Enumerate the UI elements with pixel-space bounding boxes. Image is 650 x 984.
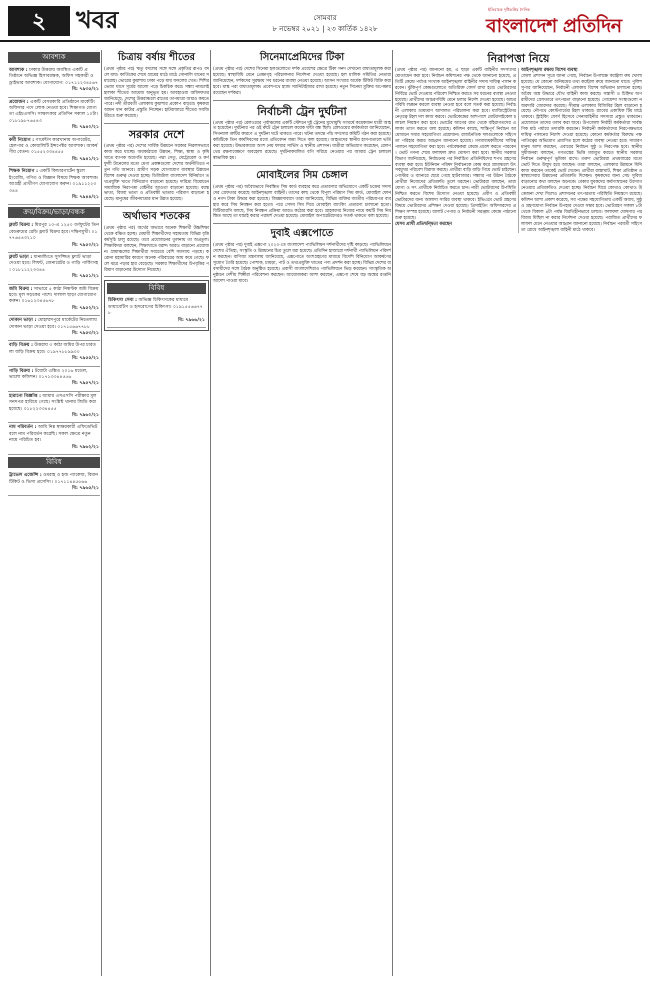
classified-ad: [8, 136, 100, 168]
article-body: (প্রথম পৃষ্ঠার পর) রেলওয়ের পূর্বাঞ্চলের একটি স্টেশনে দুই ট্রেনের মুখোমুখি সংঘর্ষে কয়েকজন যাত্রী আহত হয়েছেন। দুর্ঘটনার পর ওই রুটে ট্রেন চলাচল কয়েক ঘণ্টা বন্ধ ছিল। রেলওয়ের কর্মকর্তারা জানিয়েছেন, সিগন্যাল ত্রুটির কারণে এ দুর্ঘটনা ঘটে থাকতে পারে। ঘটনা তদন্তে পাঁচ সদস্যের কমিটি গঠন করা হয়েছে। কমিটিকে তিন কার্যদিবসের মধ্যে প্রতিবেদন জমা দিতে বলা হয়েছে। আহতদের স্থানীয় হাসপাতালে ভর্তি করা হয়েছে। উদ্ধারকাজে অংশ নেয় ফায়ার সার্ভিস ও স্থানীয় প্রশাসন। যাত্রীরা অভিযোগ করেছেন, রেলপথের রক্ষণাবেক্ষণে অবহেলা রয়েছে। দুর্ঘটনাকবলিত বগি সরিয়ে নেওয়ার পর আবার ট্রেন চলাচল স্বাভাবিক হয়।: [213, 120, 391, 161]
article-headline[interactable]: নিরাপত্তা নিয়ে: [487, 52, 550, 65]
classified-ad: [8, 285, 100, 317]
article-body: (প্রথম পৃষ্ঠার পর) দুবাই এক্সপো ২০২০-তে বাংলাদেশ প্যাভিলিয়ন দর্শনার্থীদের দৃষ্টি কাড়ছে। প্যাভিলিয়নে দেশের ঐতিহ্য, সংস্কৃতি ও উন্নয়নের চিত্র তুলে ধরা হয়েছে। প্রতিদিন হাজারো দর্শনার্থী প্যাভিলিয়ন পরিদর্শন করছেন। বাণিজ্য মন্ত্রণালয় জানিয়েছে, এক্সপোতে অংশগ্রহণের মাধ্যমে বিদেশি বিনিয়োগ আকর্ষণের সুযোগ তৈরি হয়েছে। পোশাক, চামড়া, পাট ও তথ্যপ্রযুক্তি খাতের পণ্য প্রদর্শন করা হচ্ছে। বিভিন্ন দেশের ব্যবসায়ীদের সঙ্গে বৈঠক অনুষ্ঠিত হয়েছে। প্রবাসী বাংলাদেশিরাও প্যাভিলিয়নে ভিড় করছেন। সাংস্কৃতিক অনুষ্ঠানে দেশীয় শিল্পীরা পরিবেশনা করছেন। আয়োজকরা আশা করছেন, এক্সপো শেষে বড় অঙ্কের রপ্তানি আদেশ পাওয়া যাবে।: [213, 243, 391, 284]
classified-list-misc: [8, 471, 100, 496]
article-headline[interactable]: অর্থাভাব শতকের: [122, 211, 191, 223]
classified-ad-number: বি: ৭৯৩৫/২১: [72, 87, 99, 93]
page-number: ২: [8, 6, 70, 36]
column-divider: [210, 50, 211, 976]
dateline: ৮ নভেম্বর ২০২১ | ২৩ কার্তিক ১৪২৮: [272, 25, 378, 33]
classified-list-wanted: [8, 66, 100, 205]
article-body-part: জেলা প্রশাসন সূত্রে জানা গেছে, নির্বাচন উপলক্ষে কন্ট্রোল রুম খোলা হয়েছে। যে কোনো অনিয়মের তথ্য কন্ট্রোল রুমে জানানো যাবে। পুলিশ সুপার জানিয়েছেন, নির্বাচনী এলাকায় বিশেষ অভিযান চালানো হচ্ছে। অবৈধ অস্ত্র উদ্ধারে যৌথ বাহিনী কাজ করছে। সন্ত্রাসী ও চিহ্নিত অপরাধীদের গ্রেফতারে তৎপরতা বাড়ানো হয়েছে। গোয়েন্দা সংস্থাগুলো নজরদারি জোরদার করেছে। সীমান্ত এলাকায় বিজিবির টহল বাড়ানো হয়েছে। নৌপথে কোস্টগার্ডের টহল থাকবে। র‍্যাবের একাধিক টিম মাঠে থাকবে। স্ট্রাইকিং ফোর্স হিসেবে সেনাবাহিনীর সদস্যরা প্রস্তুত থাকবেন। প্রয়োজনে তাদের তলব করা যাবে। উপজেলা নির্বাহী কর্মকর্তারা সার্বক্ষণিক মাঠ পর্যায়ে তদারকি করবেন। নির্বাচনী কর্মকর্তাদের নিরপেক্ষভাবে দায়িত্ব পালনের নির্দেশ দেওয়া হয়েছে। কোনো কর্মকর্তার বিরুদ্ধে পক্ষপাতিত্বের অভিযোগ প্রমাণিত হলে কঠোর ব্যবস্থা নেওয়া হবে। সাধারণ মানুষ আশা করছেন, এবারের নির্বাচন সুষ্ঠু ও নিরপেক্ষ হবে। স্থানীয় সুধীজনরা বলছেন, গণতন্ত্রের ভিত্তি মজবুত করতে স্থানীয় সরকার নির্বাচন গুরুত্বপূর্ণ ভূমিকা রাখে। তরুণ ভোটাররা প্রথমবারের মতো ভোট দিতে উন্মুখ হয়ে আছেন। তারা বলছেন, এলাকার উন্নয়নে যিনি কাজ করবেন তাকেই ভোট দেবেন। প্রার্থীরা রাস্তাঘাট, শিক্ষা প্রতিষ্ঠান ও স্বাস্থ্যসেবার উন্নয়নের প্রতিশ্রুতি দিচ্ছেন। কৃষকদের জন্য সেচ সুবিধা বাড়ানোর কথা বলছেন অনেকে। বেকার যুবকদের কর্মসংস্থানের উদ্যোগ নেওয়ার প্রতিশ্রুতিও দেওয়া হচ্ছে। নির্বাচন ঘিরে কোথাও কোথাও উত্তেজনা দেখা দিলেও প্রশাসনের তৎপরতায় পরিস্থিতি নিয়ন্ত্রণে রয়েছে। কমিশন আশা প্রকাশ করেছে, সব পক্ষের সহযোগিতায় একটি অবাধ, সুষ্ঠু ও গ্রহণযোগ্য নির্বাচন উপহার দেওয়া সম্ভব হবে। ভোটগ্রহণ সকাল ৮টা থেকে বিকাল ৪টা পর্যন্ত বিরতিহীনভাবে চলবে। ফলাফল ঘোষণার পর বিজয় মিছিল না করার নির্দেশনা দেওয়া হয়েছে। পরাজিত প্রার্থীদের ফলাফল মেনে নেওয়ার আহ্বান জানানো হয়েছে। নির্বাচন পরবর্তী সহিংসতা রোধে আইনশৃঙ্খলা বাহিনী মাঠে থাকবে।: [521, 74, 642, 233]
classified-ad: [8, 221, 100, 253]
news-column-4: [395, 50, 642, 976]
classified-ad-title: প্রয়োজন :: [9, 99, 29, 105]
classified-ad-number: বি: ৭৯৪৪/২১: [72, 194, 99, 200]
classified-ad-title: ফ্ল্যাট ভাড়া :: [9, 254, 33, 260]
article-headline[interactable]: দুবাই এক্সপোতে: [270, 228, 334, 240]
classified-ad-text: একটি বেসরকারি প্রতিষ্ঠানে মার্কেটিং অফিসার পদে লোক নেওয়া হবে। শিক্ষাগত যোগ্যতা এইচএসসি। সাক্ষাৎকার প্রতিদিন সকাল ১০টা। ০১৮১৯৮৭৬৫৪৩: [9, 99, 99, 124]
classified-ad: [8, 316, 100, 341]
article-headline[interactable]: মোবাইলের সিম চেঙ্গাল: [256, 169, 348, 181]
classified-ad-title: নাম পরিবর্তন :: [9, 425, 37, 431]
classified-ad-number: বি: ৭৯৪০/২১: [72, 125, 99, 131]
classified-list-sale: [8, 221, 100, 455]
classified-ad-text: ঢাকার উত্তরায় অবস্থিত একটি প্রতিষ্ঠানে অভিজ্ঞ হিসাবরক্ষক, অফিস সহকারী ও ড্রাইভার আবশ্যক। যোগাযোগ: ০১৭১১২৩৪৫৬৭: [9, 68, 98, 86]
weekday: সোমবার: [313, 14, 337, 22]
classified-ad-text: মিরপুর ১০-এ ১২৫০ বর্গফুটের তিন বেডরুমের রেডি ফ্ল্যাট বিক্রয় হবে। দক্ষিণমুখী। ০১৭৭৬৫৪৩২১০: [9, 223, 99, 242]
classified-ad-number: বি: ৭৯৬৫/২১: [72, 485, 99, 491]
article: [104, 209, 209, 277]
article-body: (প্রথম পৃষ্ঠার পর) অর্থের অভাবে অনেক শিক্ষার্থী উচ্চশিক্ষা থেকে বঞ্চিত হচ্ছে। মেধাবী শিক্ষার্থীদের সহায়তায় বিভিন্ন বৃত্তি কর্মসূচি চালু রয়েছে। তবে প্রয়োজনের তুলনায় তা অপ্রতুল। শিক্ষাবিদরা বলছেন, শিক্ষাখাতে বরাদ্দ আরও বাড়ানো প্রয়োজন। গ্রামাঞ্চলের শিক্ষার্থীরা সবচেয়ে বেশি সমস্যায় পড়ছে। করোনা মহামারির কারণে অনেক পরিবারের আয় কমে গেছে। ফলে ঝরে পড়ার হার বেড়েছে। সরকার শিক্ষার্থীদের উপবৃত্তির পরিমাণ বাড়ানোর উদ্যোগ নিয়েছে।: [104, 226, 209, 273]
classified-ad-number: বি: ৭৯৪১/২১: [72, 156, 99, 162]
column-divider: [101, 50, 102, 976]
article: [104, 126, 209, 207]
classified-ad: [8, 423, 100, 455]
classified-ad: [8, 367, 100, 392]
classified-heading-wanted: আবশ্যক: [8, 52, 100, 63]
classified-heading-sale: ক্রয়/বিক্রয়/ভাড়া/বন্ধক: [8, 207, 100, 218]
classified-ad-text: অভিজ্ঞ চিকিৎসকের মাধ্যমে ডায়াবেটিস ও হৃদরোগের চিকিৎসা। ০১৯১৫৫৬৬৭৭৮: [108, 298, 203, 317]
article: [213, 168, 391, 224]
classified-ad-number: বি: ৭৯৫০/২১: [72, 242, 99, 248]
article-headline[interactable]: সরকার দেশে: [128, 128, 185, 142]
classified-ad: [8, 341, 100, 366]
classified-ad-title: কর্মী নিয়োগ :: [9, 137, 35, 143]
boxed-ad-list: [107, 296, 206, 328]
classified-ad: [8, 392, 100, 424]
article-body: (প্রথম পৃষ্ঠার পর) অবৈধভাবে নিবন্ধিত সিম কার্ড ব্যবহার করে প্রতারণার অভিযোগে একটি চক্রের সদস্যদের গ্রেফতার করেছে আইনশৃঙ্খলা বাহিনী। তাদের কাছ থেকে বিপুল পরিমাণ সিম কার্ড, মোবাইল ফোন ও নগদ টাকা উদ্ধার করা হয়েছে। জিজ্ঞাসাবাদে তারা জানিয়েছে, বিভিন্ন ব্যক্তির জাতীয় পরিচয়পত্র ব্যবহার করে সিম নিবন্ধন করা হতো। পরে সেসব সিম দিয়ে মোবাইল ব্যাংকিং প্রতারণা চালানো হতো। বিটিআরসি বলছে, সিম নিবন্ধন প্রক্রিয়া আরও কঠোর করা হবে। গ্রাহকদের নিজের নামে কয়টি সিম নিবন্ধিত আছে তা যাচাই করার পরামর্শ দেওয়া হয়েছে। মোবাইল অপারেটরদেরও সতর্ক থাকতে বলা হয়েছে।: [213, 184, 391, 220]
classified-ad-text: টয়োটা এক্সিও ২০১৬ মডেল, ভালো কন্ডিশন। ০১৭১৩৩৪৪৫৫৬: [9, 368, 88, 381]
column-divider: [392, 50, 393, 976]
classified-ad: [8, 98, 100, 136]
classified-ad: [8, 167, 100, 205]
masthead-logo: [486, 7, 636, 37]
article-body: [395, 68, 642, 233]
classified-ad-text: আমি নিম্ন স্বাক্ষরকারী এফিডেভিট বলে নাম পরিবর্তন করেছি। সকল ক্ষেত্রে নতুন নামে পরিচিত হব।: [9, 425, 98, 444]
classified-ad-title: হারানো বিজ্ঞপ্তি :: [9, 393, 41, 399]
classified-ad-title: আবশ্যক :: [9, 68, 28, 73]
article-subhead: আইনশৃঙ্খলা রক্ষায় বিশেষ ব্যবস্থা: [521, 68, 578, 73]
classified-ad-text: গার্মেন্টস কারখানায় অপারেটর, হেলপার ও কোয়ালিটি ইন্সপেক্টর আবশ্যক। আকর্ষণীয় বেতন। ০১৫৫২৩৩৪৪৫৫: [9, 137, 98, 156]
classified-ad-number: বি: ৭৯৫৫/২১: [72, 356, 99, 362]
article-headline[interactable]: সিনেমাপ্রেমিদের টিকা: [259, 52, 345, 63]
classified-ad-text: উত্তরায় ৩ কাঠা জমির উপর চারতলা বাড়ি বিক্রয় হবে। ০১৯৭৭৮৮৯৯০০: [9, 343, 96, 355]
classified-ad-number: বি: ৭৯৫৭/২১: [72, 381, 99, 387]
page-header: [0, 0, 650, 42]
classified-ad-title: ফ্ল্যাট বিক্রয় :: [9, 223, 34, 229]
classified-ad-number: বি: ৭৯৫৩/২১: [72, 331, 99, 336]
article-body: (প্রথম পৃষ্ঠার পর) ঋতু বদলের সঙ্গে সঙ্গে প্রকৃতির রূপও বদলে যায়। কার্তিকের শেষে গ্রামের মাঠে মাঠে সোনালি ধানের সমারোহ। ভোরের কুয়াশায় ঢাকা পড়ে যায় ফসলের খেত। শিশিরভেজা ঘাসে সূর্যের আলো পড়ে চিকচিক করে। সন্ধ্যা নামলেই হালকা শীতের আমেজ অনুভূত হয়। আবহাওয়া অধিদফতর জানিয়েছে, দেশের উত্তরাঞ্চলে রাতের তাপমাত্রা আরও কমতে পারে। নদী তীরবর্তী এলাকায় কুয়াশার প্রকোপ বাড়বে। কৃষকরা আমন ধান কাটার প্রস্তুতি নিচ্ছেন। হাটবাজারে শীতের সবজি উঠতে শুরু করেছে।: [104, 67, 209, 120]
classified-ad-text: আমার এসএসসি পরীক্ষার মূল সনদপত্র হারিয়ে গেছে। সংশ্লিষ্ট থানায় জিডি করা হয়েছে। ০১৮২২৩৩৪৪৫৫: [9, 393, 97, 412]
classified-ad-number: বি: ৭৯৫১/২১: [72, 274, 99, 280]
article-headline[interactable]: নির্বাচনী ট্রেন দুর্ঘটনা: [257, 104, 347, 118]
masthead-title: বাংলাদেশ প্রতিদিন: [486, 15, 622, 37]
classified-ad-title: চিকিৎসা সেবা :: [108, 298, 137, 304]
classified-ad-number: বি: ৭৯৬৬/২১: [178, 317, 205, 323]
classified-ad-title: জমি বিক্রয় :: [9, 286, 33, 292]
classified-ad-number: বি: ৭৯৫২/২১: [72, 305, 99, 311]
classified-ad-text: একটি কিন্ডারগার্টেন স্কুলে ইংরেজি, গণিত ও বিজ্ঞান বিষয়ে শিক্ষক আবশ্যক। আগ্রহী প্রার্থীগণ যোগাযোগ করুন। ০১৯১১২২৩৩৪৪: [9, 169, 99, 194]
classified-heading-misc: বিবিধ: [8, 457, 100, 468]
classified-ad-text: ওমরাহ ও হজ প্যাকেজ, বিমান টিকিট ও ভিসা প্রসেসিং। ০১৭১১৪৪৫৫৬৬: [9, 473, 99, 485]
classified-ad: [107, 296, 206, 328]
news-column-3: [213, 50, 391, 976]
news-column-2: [104, 50, 209, 976]
classified-ad-title: গাড়ি বিক্রয় :: [9, 368, 34, 374]
classified-ad: [8, 253, 100, 285]
classified-ad-title: শিক্ষক নিয়োগ :: [9, 169, 38, 175]
classified-ad-title: বাড়ি বিক্রয় :: [9, 343, 33, 349]
boxed-advertisement: [104, 280, 209, 331]
article-subhead: যেসব প্রার্থী প্রতিদ্বন্দ্বিতা করছেন: [395, 221, 452, 227]
classified-ad-title: দোকান ভাড়া :: [9, 318, 37, 324]
article-body: (প্রথম পৃষ্ঠার পর) দেশের সার্বিক উন্নয়নে সরকার নিরলসভাবে কাজ করে যাচ্ছে। অবকাঠামো উন্নয়ন, শিক্ষা, স্বাস্থ্য ও কৃষি খাতে ব্যাপক অগ্রগতি হয়েছে। পদ্মা সেতু, মেট্রোরেল ও কর্ণফুলী টানেলের মতো মেগা প্রকল্পগুলো দেশের অর্থনীতিতে নতুন গতি আনবে। গ্রামীণ সড়ক যোগাযোগ ব্যবস্থার উন্নয়নে বিশেষ গুরুত্ব দেওয়া হচ্ছে। ডিজিটাল বাংলাদেশ বিনির্মাণে তথ্যপ্রযুক্তি খাতে বিনিয়োগ বাড়ানো হয়েছে। দারিদ্র্য বিমোচনে সামাজিক নিরাপত্তা বেষ্টনীর আওতা বাড়ানো হয়েছে। বয়স্ক ভাতা, বিধবা ভাতা ও প্রতিবন্ধী ভাতার পরিমাণ বাড়ানো হয়েছে। মানুষের জীবনযাত্রার মান উন্নত হয়েছে।: [104, 144, 209, 203]
classified-ad-text: সাভারে ৫ কাঠা নিষ্কণ্টক জমি বিক্রয় হবে। মূল সড়কের পাশে। দালাল ছাড়া যোগাযোগ করুন। ০১৬১২৩৪৫৬৭৮: [9, 286, 99, 305]
article: [213, 50, 391, 101]
classified-ad: [8, 471, 100, 496]
ad-box-heading: বিবিধ: [107, 283, 206, 294]
classified-ad-text: মোহাম্মদপুরে মার্কেটের নিচতলায় দোকান ভাড়া দেওয়া হবে। ০১৭১৫৬৬৭৭৮৮: [9, 318, 97, 330]
classified-ad-number: বি: ৭৯৬০/২১: [72, 413, 99, 419]
article: [104, 50, 209, 124]
classified-ad-title: ট্রাভেল এজেন্সি :: [9, 473, 42, 479]
classified-ad: [8, 66, 100, 98]
article: [213, 226, 391, 287]
article-body: (প্রথম পৃষ্ঠার পর) দেশের সিনেমা হলগুলোতে দর্শক প্রবেশের ক্ষেত্রে টিকা সনদ দেখানো বাধ্যতামূলক করা হয়েছে। স্বাস্থ্যবিধি মেনে প্রেক্ষাগৃহ পরিচালনার নির্দেশনা দেওয়া হয়েছে। হল মালিক সমিতির নেতারা জানিয়েছেন, দর্শকদের সুরক্ষায় সব ধরনের ব্যবস্থা নেওয়া হয়েছে। আসন সংখ্যার অর্ধেক টিকিট বিক্রি করা হবে। মাস্ক পরা বাধ্যতামূলক। প্রবেশপথে হ্যান্ড স্যানিটাইজার রাখা হয়েছে। নতুন সিনেমা মুক্তির অপেক্ষায় রয়েছেন দর্শকরা।: [213, 67, 391, 96]
masthead-kicker: ইতিবাচক দৃষ্টিভঙ্গির দৈনিক: [488, 7, 530, 12]
article-headline[interactable]: চিত্রায় বর্ষায় শীতের: [117, 52, 196, 63]
article-body-part: (প্রথম পৃষ্ঠার পর) জানানো হয়, এ ছাড়া একটি বাহিনীর সদস্যদের মোতায়েন করা হবে। নির্বাচন কমিশনের পক্ষ থেকে জানানো হয়েছে, প্রতিটি কেন্দ্রে পর্যাপ্ত সংখ্যক আইনশৃঙ্খলা বাহিনীর সদস্য দায়িত্ব পালন করবেন। ঝুঁকিপূর্ণ কেন্দ্রগুলোতে অতিরিক্ত ফোর্স রাখা হবে। ভোটারদের নির্বিঘ্নে ভোট দেওয়ার পরিবেশ নিশ্চিত করতে সব ধরনের ব্যবস্থা নেওয়া হয়েছে। প্রার্থীদের আচরণবিধি মেনে চলার নির্দেশ দেওয়া হয়েছে। আচরণবিধি লঙ্ঘন করলে ব্যবস্থা নেওয়া হবে বলে সতর্ক করা হয়েছে। নির্বাচনী এলাকায় ভ্রাম্যমাণ আদালত পরিচালনা করা হবে। ম্যাজিস্ট্রেটদের নেতৃত্বে টহল দল কাজ করবে। ভোটকেন্দ্রের আশপাশে মোটরসাইকেল চলাচল নিয়ন্ত্রণ করা হবে। ভোটের আগের রাত থেকে বহিরাগতদের এলাকা ত্যাগ করতে বলা হয়েছে। কমিশন বলছে, শান্তিপূর্ণ নির্বাচন আয়োজনে সবার সহযোগিতা প্রয়োজন। রাজনৈতিক দলগুলোকে সহিংসতা পরিহার করার আহ্বান জানানো হয়েছে। গণমাধ্যমকর্মীদের দায়িত্ব পালনে সহযোগিতা করা হবে। পর্যবেক্ষকরা কেন্দ্রে প্রবেশ করতে পারবেন। ভোট গণনা শেষে ফলাফল দ্রুত ঘোষণা করা হবে। স্থানীয় সরকার বিভাগ জানিয়েছে, নির্বাচনের পর নির্বাচিত প্রতিনিধিদের শপথ গ্রহণের ব্যবস্থা করা হবে। ইউনিয়ন পরিষদ নির্বাচনকে কেন্দ্র করে গ্রামাঞ্চলে উৎসবমুখর পরিবেশ বিরাজ করছে। প্রার্থীরা বাড়ি বাড়ি গিয়ে ভোট চাইছেন। পোস্টার ও ব্যানারে ছেয়ে গেছে হাটবাজার। সন্ধ্যার পর উঠান বৈঠকে প্রার্থীরা নিজেদের প্রতিশ্রুতি তুলে ধরছেন। ভোটাররা বলছেন, তারা যোগ্য ও সৎ প্রার্থীকে নির্বাচিত করতে চান। নারী ভোটারদের উপস্থিতি নিশ্চিত করতে বিশেষ উদ্যোগ নেওয়া হয়েছে। প্রবীণ ও প্রতিবন্ধী ভোটারদের জন্য আলাদা সারির ব্যবস্থা থাকবে। ইভিএমে ভোট গ্রহণের বিষয়ে ভোটারদের প্রশিক্ষণ দেওয়া হয়েছে। প্রিসাইডিং অফিসারদের প্রশিক্ষণ সম্পন্ন হয়েছে। ব্যালট পেপার ও নির্বাচনী সরঞ্জাম কেন্দ্রে পাঠানো শুরু হয়েছে।: [395, 68, 516, 221]
classified-ad-text: ধানমন্ডিতে সুসজ্জিত ফ্ল্যাট ভাড়া দেওয়া হবে। লিফট, জেনারেটর ও গাড়ি পার্কিংসহ। ০১৮১১২২৩৩৪৪: [9, 254, 99, 273]
section-title: খবর: [76, 5, 119, 34]
classified-ad-number: বি: ৭৯৬২/২১: [72, 444, 99, 450]
classified-column: [8, 50, 100, 976]
article: [213, 103, 391, 166]
